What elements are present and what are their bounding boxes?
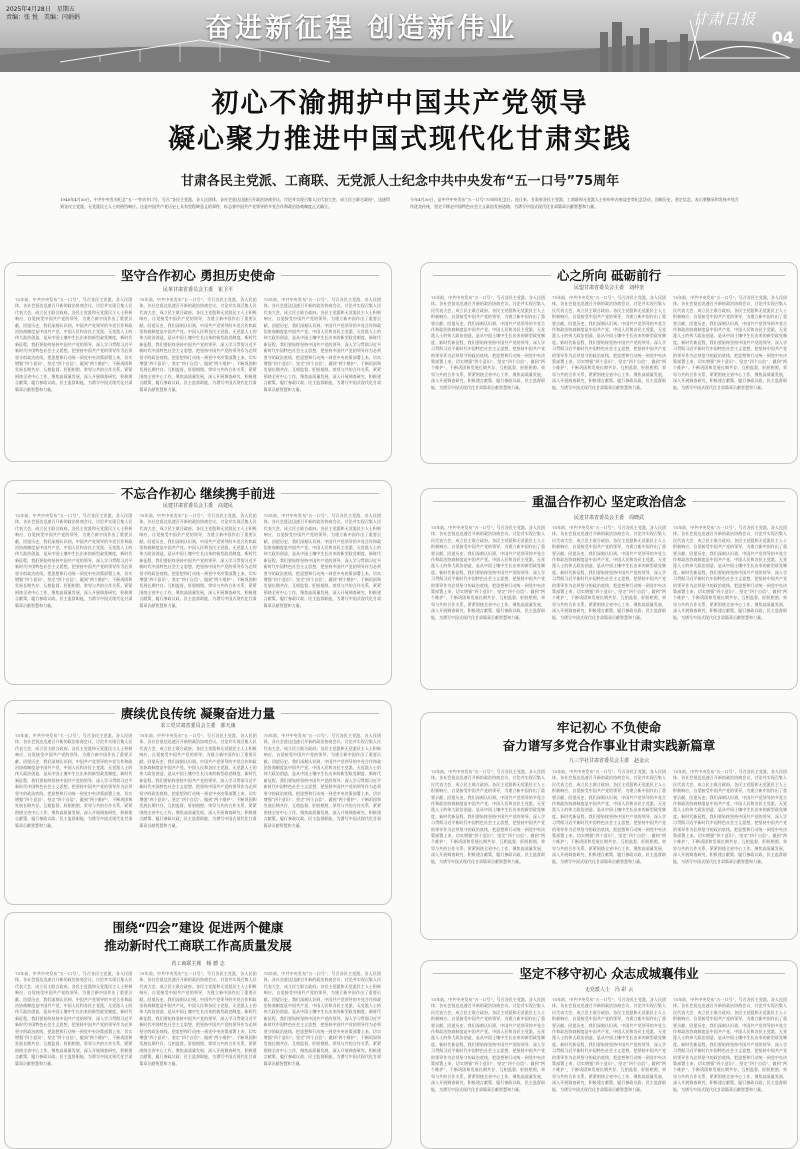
body-column: 75年前，中共中央发布“五一口号”，号召各民主党派、各人民团体、各社会贤达迅速召开新的政治协商会议，讨论并实现召集人民代表大会，成立民主联合政府。各民主党派和无党派民主人士积极响应，自觉接受中国共产党的领导，为建立新中国作出了重要贡献。回望历史，我们深刻认识到，中国共产党领导的多党合作和政治协商制度是中国共产党、中国人民和各民主党派、无党派人士的伟大政治创造，是从中国土壤中生长出来的新型政党制度。新时代新征程，我们要始终坚持中国共产党的领导，深入学习贯彻习近平新时代中国特色社会主义思想，把坚持中国共产党的领导作为必须坚守的政治底线，把思想和行动统一到党中央决策部署上来，切实增强“四个意识”、坚定“四个自信”、做到“两个维护”，不断巩固和发展长期共存、互相监督、肝胆相照、荣辱与共的合作关系，紧紧围绕全省中心工作，聚焦高质量发展，深入开展调查研究，积极建言献策，履行参政议政、民主监督职能，为谱写中国式现代化甘肃篇章贡献智慧和力量。 <box>263 297 381 392</box>
article-body <box>431 295 787 455</box>
body-column: 75年前，中共中央发布“五一口号”，号召各民主党派、各人民团体、各社会贤达迅速召开新的政治协商会议，讨论并实现召集人民代表大会，成立民主联合政府。各民主党派和无党派民主人士积极响应，自觉接受中国共产党的领导，为建立新中国作出了重要贡献。回望历史，我们深刻认识到，中国共产党领导的多党合作和政治协商制度是中国共产党、中国人民和各民主党派、无党派人士的伟大政治创造，是从中国土壤中生长出来的新型政党制度。新时代新征程，我们要始终坚持中国共产党的领导，深入学习贯彻习近平新时代中国特色社会主义思想，把坚持中国共产党的领导作为必须坚守的政治底线，把思想和行动统一到党中央决策部署上来，切实增强“四个意识”、坚定“四个自信”、做到“两个维护”，不断巩固和发展长期共存、互相监督、肝胆相照、荣辱与共的合作关系，紧紧围绕全省中心工作，聚焦高质量发展，深入开展调查研究，积极建言献策，履行参政议政、民主监督职能，为谱写中国式现代化甘肃篇章贡献智慧和力量。 <box>15 513 133 608</box>
article-box <box>4 262 392 462</box>
body-column: 75年前，中共中央发布“五一口号”，号召各民主党派、各人民团体、各社会贤达迅速召开新的政治协商会议，讨论并实现召集人民代表大会，成立民主联合政府。各民主党派和无党派民主人士积极响应，自觉接受中国共产党的领导，为建立新中国作出了重要贡献。回望历史，我们深刻认识到，中国共产党领导的多党合作和政治协商制度是中国共产党、中国人民和各民主党派、无党派人士的伟大政治创造，是从中国土壤中生长出来的新型政党制度。新时代新征程，我们要始终坚持中国共产党的领导，深入学习贯彻习近平新时代中国特色社会主义思想，把坚持中国共产党的领导作为必须坚守的政治底线，把思想和行动统一到党中央决策部署上来，切实增强“四个意识”、坚定“四个自信”、做到“两个维护”，不断巩固和发展长期共存、互相监督、肝胆相照、荣辱与共的合作关系，紧紧围绕全省中心工作，聚焦高质量发展，深入开展调查研究，积极建言献策，履行参政议政、民主监督职能，为谱写中国式现代化甘肃篇章贡献智慧和力量。 <box>552 525 666 620</box>
article-box <box>4 912 392 1149</box>
article-title: 心之所向 砥砺前行 <box>551 268 667 283</box>
page-number: 04 <box>771 28 794 47</box>
body-column: 75年前，中共中央发布“五一口号”，号召各民主党派、各人民团体、各社会贤达迅速召开新的政治协商会议，讨论并实现召集人民代表大会，成立民主联合政府。各民主党派和无党派民主人士积极响应，自觉接受中国共产党的领导，为建立新中国作出了重要贡献。回望历史，我们深刻认识到，中国共产党领导的多党合作和政治协商制度是中国共产党、中国人民和各民主党派、无党派人士的伟大政治创造，是从中国土壤中生长出来的新型政党制度。新时代新征程，我们要始终坚持中国共产党的领导，深入学习贯彻习近平新时代中国特色社会主义思想，把坚持中国共产党的领导作为必须坚守的政治底线，把思想和行动统一到党中央决策部署上来，切实增强“四个意识”、坚定“四个自信”、做到“两个维护”，不断巩固和发展长期共存、互相监督、肝胆相照、荣辱与共的合作关系，紧紧围绕全省中心工作，聚焦高质量发展，深入开展调查研究，积极建言献策，履行参政议政、民主监督职能，为谱写中国式现代化甘肃篇章贡献智慧和力量。 <box>139 297 257 392</box>
article-title-line-2: 推动新时代工商联工作高质量发展 <box>104 938 292 953</box>
article-author: 无党派人士 冯 彩 云 <box>584 987 634 993</box>
body-column: 75年前，中共中央发布“五一口号”，号召各民主党派、各人民团体、各社会贤达迅速召开新的政治协商会议，讨论并实现召集人民代表大会，成立民主联合政府。各民主党派和无党派民主人士积极响应，自觉接受中国共产党的领导，为建立新中国作出了重要贡献。回望历史，我们深刻认识到，中国共产党领导的多党合作和政治协商制度是中国共产党、中国人民和各民主党派、无党派人士的伟大政治创造，是从中国土壤中生长出来的新型政党制度。新时代新征程，我们要始终坚持中国共产党的领导，深入学习贯彻习近平新时代中国特色社会主义思想，把坚持中国共产党的领导作为必须坚守的政治底线，把思想和行动统一到党中央决策部署上来，切实增强“四个意识”、坚定“四个自信”、做到“两个维护”，不断巩固和发展长期共存、互相监督、肝胆相照、荣辱与共的合作关系，紧紧围绕全省中心工作，聚焦高质量发展，深入开展调查研究，积极建言献策，履行参政议政、民主监督职能，为谱写中国式现代化甘肃篇章贡献智慧和力量。 <box>139 971 257 1066</box>
body-column: 75年前，中共中央发布“五一口号”，号召各民主党派、各人民团体、各社会贤达迅速召开新的政治协商会议，讨论并实现召集人民代表大会，成立民主联合政府。各民主党派和无党派民主人士积极响应，自觉接受中国共产党的领导，为建立新中国作出了重要贡献。回望历史，我们深刻认识到，中国共产党领导的多党合作和政治协商制度是中国共产党、中国人民和各民主党派、无党派人士的伟大政治创造，是从中国土壤中生长出来的新型政党制度。新时代新征程，我们要始终坚持中国共产党的领导，深入学习贯彻习近平新时代中国特色社会主义思想，把坚持中国共产党的领导作为必须坚守的政治底线，把思想和行动统一到党中央决策部署上来，切实增强“四个意识”、坚定“四个自信”、做到“两个维护”，不断巩固和发展长期共存、互相监督、肝胆相照、荣辱与共的合作关系，紧紧围绕全省中心工作，聚焦高质量发展，深入开展调查研究，积极建言献策，履行参政议政、民主监督职能，为谱写中国式现代化甘肃篇章贡献智慧和力量。 <box>431 295 545 390</box>
body-column: 75年前，中共中央发布“五一口号”，号召各民主党派、各人民团体、各社会贤达迅速召开新的政治协商会议，讨论并实现召集人民代表大会，成立民主联合政府。各民主党派和无党派民主人士积极响应，自觉接受中国共产党的领导，为建立新中国作出了重要贡献。回望历史，我们深刻认识到，中国共产党领导的多党合作和政治协商制度是中国共产党、中国人民和各民主党派、无党派人士的伟大政治创造，是从中国土壤中生长出来的新型政党制度。新时代新征程，我们要始终坚持中国共产党的领导，深入学习贯彻习近平新时代中国特色社会主义思想，把坚持中国共产党的领导作为必须坚守的政治底线，把思想和行动统一到党中央决策部署上来，切实增强“四个意识”、坚定“四个自信”、做到“两个维护”，不断巩固和发展长期共存、互相监督、肝胆相照、荣辱与共的合作关系，紧紧围绕全省中心工作，聚焦高质量发展，深入开展调查研究，积极建言献策，履行参政议政、民主监督职能，为谱写中国式现代化甘肃篇章贡献智慧和力量。 <box>15 297 133 392</box>
article-title: 坚定不移守初心 众志成城襄伟业 <box>513 966 704 981</box>
article-box <box>4 700 392 905</box>
article-box <box>420 262 798 464</box>
article-body <box>431 525 787 681</box>
body-column: 75年前，中共中央发布“五一口号”，号召各民主党派、各人民团体、各社会贤达迅速召开新的政治协商会议，讨论并实现召集人民代表大会，成立民主联合政府。各民主党派和无党派民主人士积极响应，自觉接受中国共产党的领导，为建立新中国作出了重要贡献。回望历史，我们深刻认识到，中国共产党领导的多党合作和政治协商制度是中国共产党、中国人民和各民主党派、无党派人士的伟大政治创造，是从中国土壤中生长出来的新型政党制度。新时代新征程，我们要始终坚持中国共产党的领导，深入学习贯彻习近平新时代中国特色社会主义思想，把坚持中国共产党的领导作为必须坚守的政治底线，把思想和行动统一到党中央决策部署上来，切实增强“四个意识”、坚定“四个自信”、做到“两个维护”，不断巩固和发展长期共存、互相监督、肝胆相照、荣辱与共的合作关系，紧紧围绕全省中心工作，聚焦高质量发展，深入开展调查研究，积极建言献策，履行参政议政、民主监督职能，为谱写中国式现代化甘肃篇章贡献智慧和力量。 <box>15 971 133 1066</box>
article-title: 围绕“四会”建设 促进两个健康 <box>112 920 284 935</box>
article-body <box>15 971 381 1140</box>
article-body <box>431 997 787 1140</box>
article-author: 民建甘肃省委员会主委 高建民 <box>162 503 233 509</box>
article-box <box>420 712 798 940</box>
main-subtitle: 甘肃各民主党派、工商联、无党派人士纪念中共中央发布“五一口号”75周年 <box>180 174 620 189</box>
issue-editors: 责编：张 悦 美编：闫娟娟 <box>6 14 80 21</box>
article-author: 民进甘肃省委员会主委 周晓武 <box>573 515 644 521</box>
article-author: 民盟甘肃省委员会主委 刘仲奎 <box>573 285 644 291</box>
body-column: 75年前，中共中央发布“五一口号”，号召各民主党派、各人民团体、各社会贤达迅速召开新的政治协商会议，讨论并实现召集人民代表大会，成立民主联合政府。各民主党派和无党派民主人士积极响应，自觉接受中国共产党的领导，为建立新中国作出了重要贡献。回望历史，我们深刻认识到，中国共产党领导的多党合作和政治协商制度是中国共产党、中国人民和各民主党派、无党派人士的伟大政治创造，是从中国土壤中生长出来的新型政党制度。新时代新征程，我们要始终坚持中国共产党的领导，深入学习贯彻习近平新时代中国特色社会主义思想，把坚持中国共产党的领导作为必须坚守的政治底线，把思想和行动统一到党中央决策部署上来，切实增强“四个意识”、坚定“四个自信”、做到“两个维护”，不断巩固和发展长期共存、互相监督、肝胆相照、荣辱与共的合作关系，紧紧围绕全省中心工作，聚焦高质量发展，深入开展调查研究，积极建言献策，履行参政议政、民主监督职能，为谱写中国式现代化甘肃篇章贡献智慧和力量。 <box>673 525 787 620</box>
article-box <box>4 480 392 685</box>
issue-date: 2025年4月28日 星期五 <box>6 6 75 13</box>
article-author: 省工商联主席 杨 德 志 <box>171 961 225 967</box>
body-column: 75年前，中共中央发布“五一口号”，号召各民主党派、各人民团体、各社会贤达迅速召开新的政治协商会议，讨论并实现召集人民代表大会，成立民主联合政府。各民主党派和无党派民主人士积极响应，自觉接受中国共产党的领导，为建立新中国作出了重要贡献。回望历史，我们深刻认识到，中国共产党领导的多党合作和政治协商制度是中国共产党、中国人民和各民主党派、无党派人士的伟大政治创造，是从中国土壤中生长出来的新型政党制度。新时代新征程，我们要始终坚持中国共产党的领导，深入学习贯彻习近平新时代中国特色社会主义思想，把坚持中国共产党的领导作为必须坚守的政治底线，把思想和行动统一到党中央决策部署上来，切实增强“四个意识”、坚定“四个自信”、做到“两个维护”，不断巩固和发展长期共存、互相监督、肝胆相照、荣辱与共的合作关系，紧紧围绕全省中心工作，聚焦高质量发展，深入开展调查研究，积极建言献策，履行参政议政、民主监督职能，为谱写中国式现代化甘肃篇章贡献智慧和力量。 <box>552 997 666 1092</box>
headline-line-1: 初心不渝拥护中国共产党领导 <box>211 88 589 119</box>
body-column: 75年前，中共中央发布“五一口号”，号召各民主党派、各人民团体、各社会贤达迅速召开新的政治协商会议，讨论并实现召集人民代表大会，成立民主联合政府。各民主党派和无党派民主人士积极响应，自觉接受中国共产党的领导，为建立新中国作出了重要贡献。回望历史，我们深刻认识到，中国共产党领导的多党合作和政治协商制度是中国共产党、中国人民和各民主党派、无党派人士的伟大政治创造，是从中国土壤中生长出来的新型政党制度。新时代新征程，我们要始终坚持中国共产党的领导，深入学习贯彻习近平新时代中国特色社会主义思想，把坚持中国共产党的领导作为必须坚守的政治底线，把思想和行动统一到党中央决策部署上来，切实增强“四个意识”、坚定“四个自信”、做到“两个维护”，不断巩固和发展长期共存、互相监督、肝胆相照、荣辱与共的合作关系，紧紧围绕全省中心工作，聚焦高质量发展，深入开展调查研究，积极建言献策，履行参政议政、民主监督职能，为谱写中国式现代化甘肃篇章贡献智慧和力量。 <box>552 295 666 390</box>
intro-paragraph-right: 今年4月30日，是中共中央发布“五一口号”75周年纪念日。连日来，甘肃省各民主党派、工商联和无党派人士纷纷举办座谈会等纪念活动，回顾历史、坚定信念，表示要继承和发扬多党合作优良传统，坚定不移走中国特色社会主义政治发展道路，为谱写中国式现代化甘肃篇章贡献智慧和力量。 <box>410 197 739 209</box>
article-author: 九三学社甘肃省委员会主委 赵金云 <box>568 758 649 764</box>
article-body <box>15 513 381 676</box>
body-column: 75年前，中共中央发布“五一口号”，号召各民主党派、各人民团体、各社会贤达迅速召开新的政治协商会议，讨论并实现召集人民代表大会，成立民主联合政府。各民主党派和无党派民主人士积极响应，自觉接受中国共产党的领导，为建立新中国作出了重要贡献。回望历史，我们深刻认识到，中国共产党领导的多党合作和政治协商制度是中国共产党、中国人民和各民主党派、无党派人士的伟大政治创造，是从中国土壤中生长出来的新型政党制度。新时代新征程，我们要始终坚持中国共产党的领导，深入学习贯彻习近平新时代中国特色社会主义思想，把坚持中国共产党的领导作为必须坚守的政治底线，把思想和行动统一到党中央决策部署上来，切实增强“四个意识”、坚定“四个自信”、做到“两个维护”，不断巩固和发展长期共存、互相监督、肝胆相照、荣辱与共的合作关系，紧紧围绕全省中心工作，聚焦高质量发展，深入开展调查研究，积极建言献策，履行参政议政、民主监督职能，为谱写中国式现代化甘肃篇章贡献智慧和力量。 <box>431 997 545 1092</box>
body-column: 75年前，中共中央发布“五一口号”，号召各民主党派、各人民团体、各社会贤达迅速召开新的政治协商会议，讨论并实现召集人民代表大会，成立民主联合政府。各民主党派和无党派民主人士积极响应，自觉接受中国共产党的领导，为建立新中国作出了重要贡献。回望历史，我们深刻认识到，中国共产党领导的多党合作和政治协商制度是中国共产党、中国人民和各民主党派、无党派人士的伟大政治创造，是从中国土壤中生长出来的新型政党制度。新时代新征程，我们要始终坚持中国共产党的领导，深入学习贯彻习近平新时代中国特色社会主义思想，把坚持中国共产党的领导作为必须坚守的政治底线，把思想和行动统一到党中央决策部署上来，切实增强“四个意识”、坚定“四个自信”、做到“两个维护”，不断巩固和发展长期共存、互相监督、肝胆相照、荣辱与共的合作关系，紧紧围绕全省中心工作，聚焦高质量发展，深入开展调查研究，积极建言献策，履行参政议政、民主监督职能，为谱写中国式现代化甘肃篇章贡献智慧和力量。 <box>673 295 787 390</box>
body-column: 75年前，中共中央发布“五一口号”，号召各民主党派、各人民团体、各社会贤达迅速召开新的政治协商会议，讨论并实现召集人民代表大会，成立民主联合政府。各民主党派和无党派民主人士积极响应，自觉接受中国共产党的领导，为建立新中国作出了重要贡献。回望历史，我们深刻认识到，中国共产党领导的多党合作和政治协商制度是中国共产党、中国人民和各民主党派、无党派人士的伟大政治创造，是从中国土壤中生长出来的新型政党制度。新时代新征程，我们要始终坚持中国共产党的领导，深入学习贯彻习近平新时代中国特色社会主义思想，把坚持中国共产党的领导作为必须坚守的政治底线，把思想和行动统一到党中央决策部署上来，切实增强“四个意识”、坚定“四个自信”、做到“两个维护”，不断巩固和发展长期共存、互相监督、肝胆相照、荣辱与共的合作关系，紧紧围绕全省中心工作，聚焦高质量发展，深入开展调查研究，积极建言献策，履行参政议政、民主监督职能，为谱写中国式现代化甘肃篇章贡献智慧和力量。 <box>673 997 787 1092</box>
body-column: 75年前，中共中央发布“五一口号”，号召各民主党派、各人民团体、各社会贤达迅速召开新的政治协商会议，讨论并实现召集人民代表大会，成立民主联合政府。各民主党派和无党派民主人士积极响应，自觉接受中国共产党的领导，为建立新中国作出了重要贡献。回望历史，我们深刻认识到，中国共产党领导的多党合作和政治协商制度是中国共产党、中国人民和各民主党派、无党派人士的伟大政治创造，是从中国土壤中生长出来的新型政党制度。新时代新征程，我们要始终坚持中国共产党的领导，深入学习贯彻习近平新时代中国特色社会主义思想，把坚持中国共产党的领导作为必须坚守的政治底线，把思想和行动统一到党中央决策部署上来，切实增强“四个意识”、坚定“四个自信”、做到“两个维护”，不断巩固和发展长期共存、互相监督、肝胆相照、荣辱与共的合作关系，紧紧围绕全省中心工作，聚焦高质量发展，深入开展调查研究，积极建言献策，履行参政议政、民主监督职能，为谱写中国式现代化甘肃篇章贡献智慧和力量。 <box>673 769 787 864</box>
body-column: 75年前，中共中央发布“五一口号”，号召各民主党派、各人民团体、各社会贤达迅速召开新的政治协商会议，讨论并实现召集人民代表大会，成立民主联合政府。各民主党派和无党派民主人士积极响应，自觉接受中国共产党的领导，为建立新中国作出了重要贡献。回望历史，我们深刻认识到，中国共产党领导的多党合作和政治协商制度是中国共产党、中国人民和各民主党派、无党派人士的伟大政治创造，是从中国土壤中生长出来的新型政党制度。新时代新征程，我们要始终坚持中国共产党的领导，深入学习贯彻习近平新时代中国特色社会主义思想，把坚持中国共产党的领导作为必须坚守的政治底线，把思想和行动统一到党中央决策部署上来，切实增强“四个意识”、坚定“四个自信”、做到“两个维护”，不断巩固和发展长期共存、互相监督、肝胆相照、荣辱与共的合作关系，紧紧围绕全省中心工作，聚焦高质量发展，深入开展调查研究，积极建言献策，履行参政议政、民主监督职能，为谱写中国式现代化甘肃篇章贡献智慧和力量。 <box>431 525 545 620</box>
body-column: 75年前，中共中央发布“五一口号”，号召各民主党派、各人民团体、各社会贤达迅速召开新的政治协商会议，讨论并实现召集人民代表大会，成立民主联合政府。各民主党派和无党派民主人士积极响应，自觉接受中国共产党的领导，为建立新中国作出了重要贡献。回望历史，我们深刻认识到，中国共产党领导的多党合作和政治协商制度是中国共产党、中国人民和各民主党派、无党派人士的伟大政治创造，是从中国土壤中生长出来的新型政党制度。新时代新征程，我们要始终坚持中国共产党的领导，深入学习贯彻习近平新时代中国特色社会主义思想，把坚持中国共产党的领导作为必须坚守的政治底线，把思想和行动统一到党中央决策部署上来，切实增强“四个意识”、坚定“四个自信”、做到“两个维护”，不断巩固和发展长期共存、互相监督、肝胆相照、荣辱与共的合作关系，紧紧围绕全省中心工作，聚焦高质量发展，深入开展调查研究，积极建言献策，履行参政议政、民主监督职能，为谱写中国式现代化甘肃篇章贡献智慧和力量。 <box>263 971 381 1066</box>
body-column: 75年前，中共中央发布“五一口号”，号召各民主党派、各人民团体、各社会贤达迅速召开新的政治协商会议，讨论并实现召集人民代表大会，成立民主联合政府。各民主党派和无党派民主人士积极响应，自觉接受中国共产党的领导，为建立新中国作出了重要贡献。回望历史，我们深刻认识到，中国共产党领导的多党合作和政治协商制度是中国共产党、中国人民和各民主党派、无党派人士的伟大政治创造，是从中国土壤中生长出来的新型政党制度。新时代新征程，我们要始终坚持中国共产党的领导，深入学习贯彻习近平新时代中国特色社会主义思想，把坚持中国共产党的领导作为必须坚守的政治底线，把思想和行动统一到党中央决策部署上来，切实增强“四个意识”、坚定“四个自信”、做到“两个维护”，不断巩固和发展长期共存、互相监督、肝胆相照、荣辱与共的合作关系，紧紧围绕全省中心工作，聚焦高质量发展，深入开展调查研究，积极建言献策，履行参政议政、民主监督职能，为谱写中国式现代化甘肃篇章贡献智慧和力量。 <box>263 733 381 828</box>
masthead-banner <box>0 0 800 72</box>
article-body <box>431 769 787 931</box>
headline-line-2: 凝心聚力推进中国式现代化甘肃实践 <box>168 124 632 155</box>
article-box <box>420 960 798 1149</box>
newspaper-logo: 甘肃日报 <box>691 10 756 28</box>
article-author: 农工党甘肃省委员会主委 郭天康 <box>160 723 236 729</box>
body-column: 75年前，中共中央发布“五一口号”，号召各民主党派、各人民团体、各社会贤达迅速召开新的政治协商会议，讨论并实现召集人民代表大会，成立民主联合政府。各民主党派和无党派民主人士积极响应，自觉接受中国共产党的领导，为建立新中国作出了重要贡献。回望历史，我们深刻认识到，中国共产党领导的多党合作和政治协商制度是中国共产党、中国人民和各民主党派、无党派人士的伟大政治创造，是从中国土壤中生长出来的新型政党制度。新时代新征程，我们要始终坚持中国共产党的领导，深入学习贯彻习近平新时代中国特色社会主义思想，把坚持中国共产党的领导作为必须坚守的政治底线，把思想和行动统一到党中央决策部署上来，切实增强“四个意识”、坚定“四个自信”、做到“两个维护”，不断巩固和发展长期共存、互相监督、肝胆相照、荣辱与共的合作关系，紧紧围绕全省中心工作，聚焦高质量发展，深入开展调查研究，积极建言献策，履行参政议政、民主监督职能，为谱写中国式现代化甘肃篇章贡献智慧和力量。 <box>431 769 545 864</box>
body-column: 75年前，中共中央发布“五一口号”，号召各民主党派、各人民团体、各社会贤达迅速召开新的政治协商会议，讨论并实现召集人民代表大会，成立民主联合政府。各民主党派和无党派民主人士积极响应，自觉接受中国共产党的领导，为建立新中国作出了重要贡献。回望历史，我们深刻认识到，中国共产党领导的多党合作和政治协商制度是中国共产党、中国人民和各民主党派、无党派人士的伟大政治创造，是从中国土壤中生长出来的新型政党制度。新时代新征程，我们要始终坚持中国共产党的领导，深入学习贯彻习近平新时代中国特色社会主义思想，把坚持中国共产党的领导作为必须坚守的政治底线，把思想和行动统一到党中央决策部署上来，切实增强“四个意识”、坚定“四个自信”、做到“两个维护”，不断巩固和发展长期共存、互相监督、肝胆相照、荣辱与共的合作关系，紧紧围绕全省中心工作，聚焦高质量发展，深入开展调查研究，积极建言献策，履行参政议政、民主监督职能，为谱写中国式现代化甘肃篇章贡献智慧和力量。 <box>15 733 133 828</box>
article-title: 坚守合作初心 勇担历史使命 <box>115 268 281 283</box>
issue-info <box>6 6 80 22</box>
main-headline <box>0 86 800 158</box>
article-body <box>15 733 381 896</box>
body-column: 75年前，中共中央发布“五一口号”，号召各民主党派、各人民团体、各社会贤达迅速召开新的政治协商会议，讨论并实现召集人民代表大会，成立民主联合政府。各民主党派和无党派民主人士积极响应，自觉接受中国共产党的领导，为建立新中国作出了重要贡献。回望历史，我们深刻认识到，中国共产党领导的多党合作和政治协商制度是中国共产党、中国人民和各民主党派、无党派人士的伟大政治创造，是从中国土壤中生长出来的新型政党制度。新时代新征程，我们要始终坚持中国共产党的领导，深入学习贯彻习近平新时代中国特色社会主义思想，把坚持中国共产党的领导作为必须坚守的政治底线，把思想和行动统一到党中央决策部署上来，切实增强“四个意识”、坚定“四个自信”、做到“两个维护”，不断巩固和发展长期共存、互相监督、肝胆相照、荣辱与共的合作关系，紧紧围绕全省中心工作，聚焦高质量发展，深入开展调查研究，积极建言献策，履行参政议政、民主监督职能，为谱写中国式现代化甘肃篇章贡献智慧和力量。 <box>552 769 666 864</box>
article-author: 民革甘肃省委员会主委 崔卫平 <box>162 287 233 293</box>
body-column: 75年前，中共中央发布“五一口号”，号召各民主党派、各人民团体、各社会贤达迅速召开新的政治协商会议，讨论并实现召集人民代表大会，成立民主联合政府。各民主党派和无党派民主人士积极响应，自觉接受中国共产党的领导，为建立新中国作出了重要贡献。回望历史，我们深刻认识到，中国共产党领导的多党合作和政治协商制度是中国共产党、中国人民和各民主党派、无党派人士的伟大政治创造，是从中国土壤中生长出来的新型政党制度。新时代新征程，我们要始终坚持中国共产党的领导，深入学习贯彻习近平新时代中国特色社会主义思想，把坚持中国共产党的领导作为必须坚守的政治底线，把思想和行动统一到党中央决策部署上来，切实增强“四个意识”、坚定“四个自信”、做到“两个维护”，不断巩固和发展长期共存、互相监督、肝胆相照、荣辱与共的合作关系，紧紧围绕全省中心工作，聚焦高质量发展，深入开展调查研究，积极建言献策，履行参政议政、民主监督职能，为谱写中国式现代化甘肃篇章贡献智慧和力量。 <box>139 733 257 828</box>
article-title: 不忘合作初心 继续携手前进 <box>115 486 281 501</box>
article-title: 重温合作初心 坚定政治信念 <box>526 494 692 509</box>
section-slogan: 奋进新征程 创造新伟业 <box>205 13 518 44</box>
article-box <box>420 488 798 690</box>
article-title-line-2: 奋力谱写多党合作事业甘肃实践新篇章 <box>502 738 716 753</box>
intro-paragraph-left: 1948年4月30日，中共中央发布纪念“五一”劳动节口号，号召“各民主党派、各人民团体、各社会贤达迅速召开政治协商会议，讨论并实现召集人民代表大会，成立民主联合政府”，迅速得到各民主党派、无党派民主人士的热烈响应。这是中国共产党历史上具有里程碑意义的事件，标志着中国共产党领导的多党合作和政治协商制度正式确立。 <box>60 197 390 209</box>
body-column: 75年前，中共中央发布“五一口号”，号召各民主党派、各人民团体、各社会贤达迅速召开新的政治协商会议，讨论并实现召集人民代表大会，成立民主联合政府。各民主党派和无党派民主人士积极响应，自觉接受中国共产党的领导，为建立新中国作出了重要贡献。回望历史，我们深刻认识到，中国共产党领导的多党合作和政治协商制度是中国共产党、中国人民和各民主党派、无党派人士的伟大政治创造，是从中国土壤中生长出来的新型政党制度。新时代新征程，我们要始终坚持中国共产党的领导，深入学习贯彻习近平新时代中国特色社会主义思想，把坚持中国共产党的领导作为必须坚守的政治底线，把思想和行动统一到党中央决策部署上来，切实增强“四个意识”、坚定“四个自信”、做到“两个维护”，不断巩固和发展长期共存、互相监督、肝胆相照、荣辱与共的合作关系，紧紧围绕全省中心工作，聚焦高质量发展，深入开展调查研究，积极建言献策，履行参政议政、民主监督职能，为谱写中国式现代化甘肃篇章贡献智慧和力量。 <box>263 513 381 608</box>
article-title: 牢记初心 不负使命 <box>556 720 662 735</box>
article-body <box>15 297 381 453</box>
article-title: 赓续优良传统 凝聚奋进力量 <box>115 706 281 721</box>
body-column: 75年前，中共中央发布“五一口号”，号召各民主党派、各人民团体、各社会贤达迅速召开新的政治协商会议，讨论并实现召集人民代表大会，成立民主联合政府。各民主党派和无党派民主人士积极响应，自觉接受中国共产党的领导，为建立新中国作出了重要贡献。回望历史，我们深刻认识到，中国共产党领导的多党合作和政治协商制度是中国共产党、中国人民和各民主党派、无党派人士的伟大政治创造，是从中国土壤中生长出来的新型政党制度。新时代新征程，我们要始终坚持中国共产党的领导，深入学习贯彻习近平新时代中国特色社会主义思想，把坚持中国共产党的领导作为必须坚守的政治底线，把思想和行动统一到党中央决策部署上来，切实增强“四个意识”、坚定“四个自信”、做到“两个维护”，不断巩固和发展长期共存、互相监督、肝胆相照、荣辱与共的合作关系，紧紧围绕全省中心工作，聚焦高质量发展，深入开展调查研究，积极建言献策，履行参政议政、民主监督职能，为谱写中国式现代化甘肃篇章贡献智慧和力量。 <box>139 513 257 608</box>
